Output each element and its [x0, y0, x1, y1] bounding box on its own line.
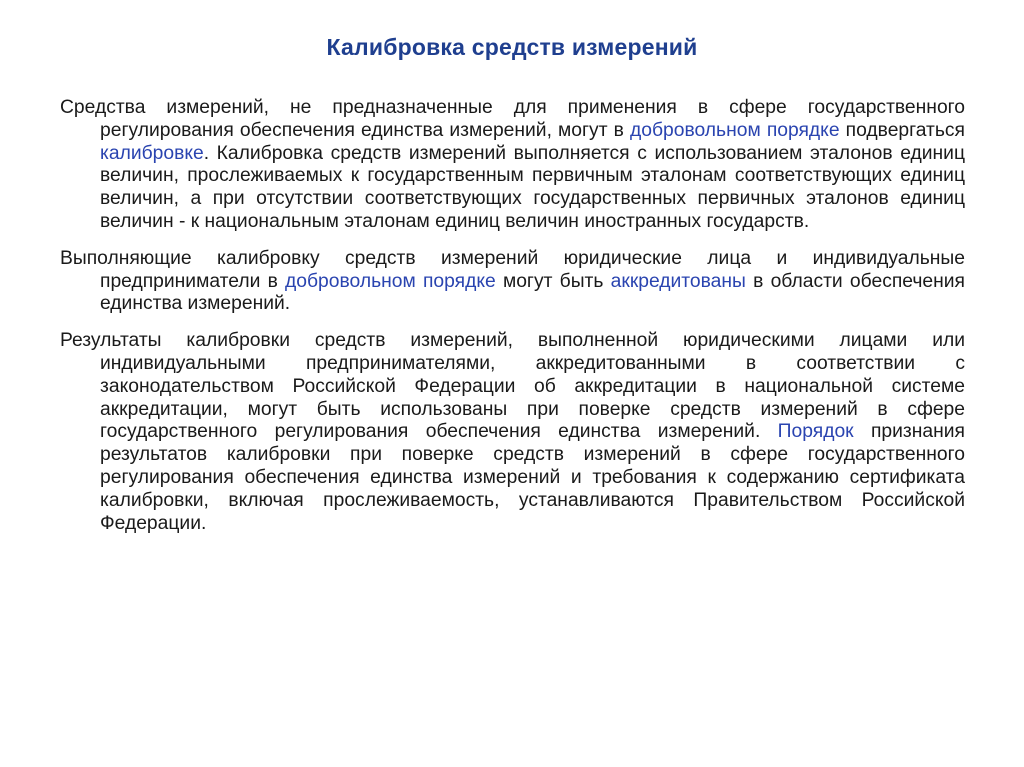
highlighted-term: добровольном порядке — [285, 270, 496, 292]
slide-title: Калибровка средств измерений — [326, 34, 698, 60]
highlighted-term: аккредитованы — [610, 270, 746, 292]
paragraph-text: могут быть — [495, 270, 611, 292]
paragraph-text: . Калибровка средств измерений выполняется с использованием эталонов единиц величин, прослеживаемых к государственным первичным эталонам соответствующих единиц величин, а при отсутствии соответствующих государственных первичных эталонов единиц величин - к национальным эталонам единиц величин иностранных государств. — [100, 142, 965, 232]
highlighted-term: добровольном порядке — [630, 119, 840, 141]
paragraph-calibration-accreditation — [60, 248, 965, 316]
paragraph-text: подвергаться — [839, 119, 966, 141]
paragraph-text: Средства измерений, не предназначенные для применения в сфере государственного регулирования обеспечения единства измерений, могут в — [60, 97, 965, 141]
paragraph-text: признания результатов калибровки при поверке средств измерений в сфере государственного регулирования обеспечения единства измерений и требования к содержанию сертификата калибровки, включая прослеживаемость, устанавливаются Правительством Российской Федерации. — [100, 421, 965, 534]
highlighted-term: калибровке — [100, 142, 204, 164]
slide-body — [60, 97, 965, 549]
paragraph-text: Выполняющие калибровку средств измерений юридические лица и индивидуальные предприниматели в — [60, 247, 965, 292]
highlighted-term: Порядок — [777, 421, 854, 443]
paragraph-calibration-voluntary — [60, 97, 965, 234]
paragraph-text: в области обеспечения единства измерений. — [100, 270, 965, 315]
paragraph-text: Результаты калибровки средств измерений, выполненной юридическими лицами или индивидуальными предпринимателями, аккредитованными в соответствии с законодательством Российской Федерации об аккредитации в национальной системе аккредитации, могут быть использованы при поверке средств измерений в сфере государственного регулирования обеспечения единства измерений. — [60, 330, 965, 443]
paragraph-calibration-results — [60, 330, 965, 535]
